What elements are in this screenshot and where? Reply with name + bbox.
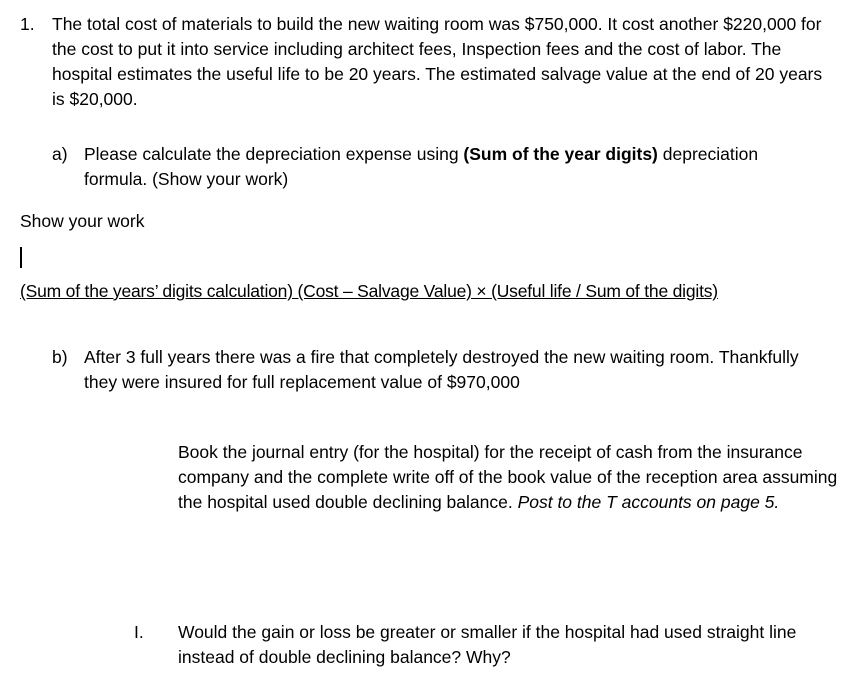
- show-work-label: Show your work: [20, 211, 145, 231]
- question-text: The total cost of materials to build the new waiting room was $750,000. It cost another $220,000 for the cost to put it into service including architect fees, Inspection fees and the cost of labor. The hospital estimates the useful life to be 20 years. The estimated salvage value at the end of 20 years is $20,000.: [52, 14, 823, 109]
- text-cursor[interactable]: [20, 247, 22, 268]
- part-b-label: b): [52, 347, 68, 367]
- journal-entry-italic: Post to the T accounts on page 5.: [517, 492, 780, 512]
- formula-text[interactable]: (Sum of the years’ digits calculation) (Cost – Salvage Value) × (Useful life / Sum of the digits): [20, 281, 718, 301]
- part-a-text-start: Please calculate the depreciation expense using: [84, 144, 464, 164]
- question-number: 1.: [20, 14, 35, 34]
- journal-entry-instructions: [178, 440, 843, 515]
- part-a-label: a): [52, 144, 68, 164]
- sub-question-label: I.: [134, 622, 144, 642]
- part-b-text: After 3 full years there was a fire that completely destroyed the new waiting room. Thankfully they were insured for full replacement value of $970,000: [84, 347, 799, 392]
- sub-question-text: Would the gain or loss be greater or smaller if the hospital had used straight line instead of double declining balance? Why?: [178, 622, 797, 667]
- journal-entry-text: Book the journal entry (for the hospital) for the receipt of cash from the insurance company and the complete write off of the book value of the reception area assuming the hospital used double declining balance.: [178, 442, 843, 512]
- part-a-text-bold: (Sum of the year digits): [463, 144, 658, 164]
- part-a-text: [84, 142, 824, 192]
- part-a-text-end: depreciation formula. (Show your work): [84, 144, 763, 189]
